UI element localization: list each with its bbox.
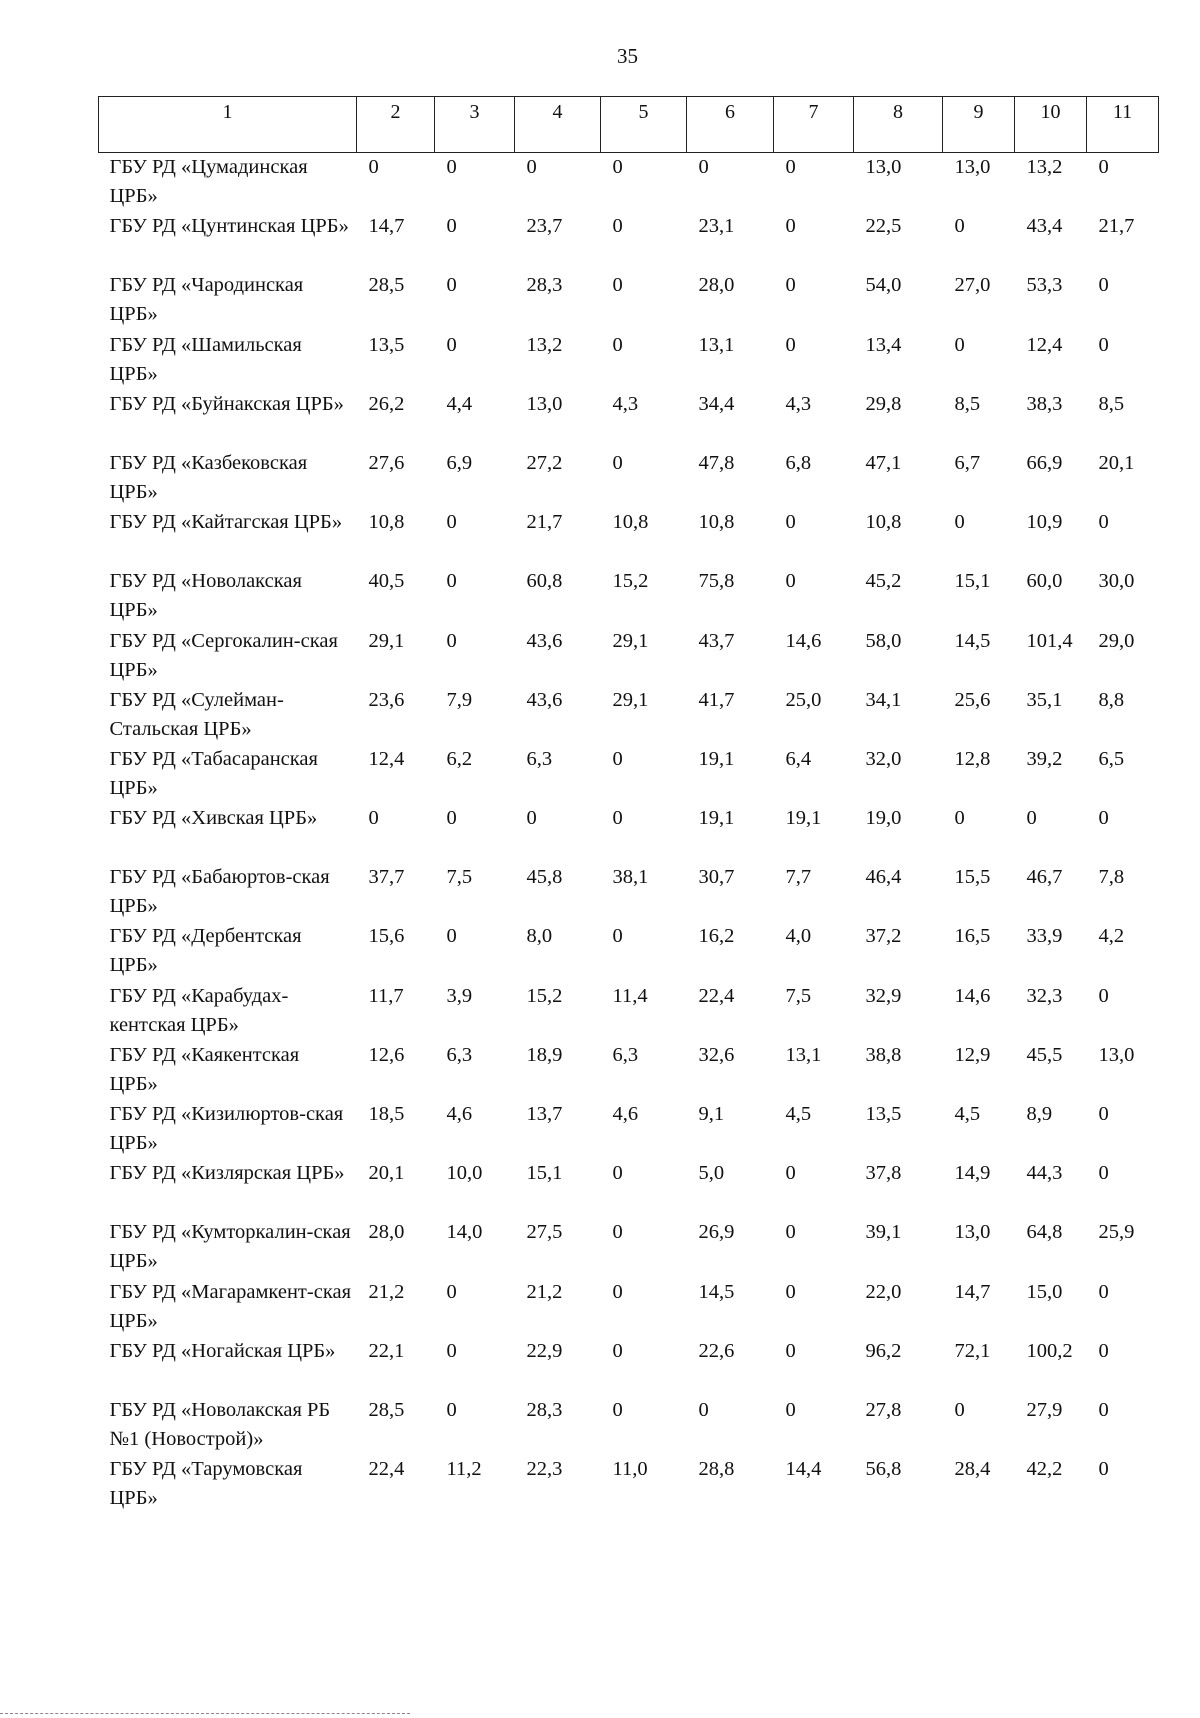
value-cell: 15,6 [368, 925, 405, 948]
value-cell: 15,2 [612, 570, 649, 593]
value-cell: 0 [368, 807, 379, 830]
value-cell: 28,0 [368, 1221, 405, 1244]
value-cell: 46,4 [865, 866, 902, 889]
value-cell: 0 [612, 215, 623, 238]
value-cell: 16,2 [698, 925, 735, 948]
value-cell: 0 [1098, 1398, 1109, 1421]
column-header: 11 [1087, 97, 1159, 153]
value-cell: 0 [612, 747, 623, 770]
institution-name-cell: ГБУ РД «Бабаюртов-ская ЦРБ» [109, 866, 330, 918]
table-row [99, 390, 1159, 449]
value-cell: 0 [446, 629, 457, 652]
table-row [99, 745, 1159, 804]
value-cell: 0 [785, 511, 796, 534]
institution-name-cell: ГБУ РД «Кумторкалин-ская ЦРБ» [109, 1221, 351, 1273]
value-cell: 0 [446, 1280, 457, 1303]
institution-name-cell: ГБУ РД «Ногайская ЦРБ» [109, 1339, 336, 1362]
value-cell: 29,1 [368, 629, 405, 652]
value-cell: 43,7 [698, 629, 735, 652]
institution-name-cell: ГБУ РД «Казбековская ЦРБ» [109, 451, 308, 503]
value-cell: 14,0 [446, 1221, 483, 1244]
value-cell: 27,6 [368, 451, 405, 474]
value-cell: 9,1 [698, 1103, 725, 1125]
column-header: 8 [854, 97, 943, 153]
value-cell: 6,3 [612, 1043, 639, 1066]
table-row [99, 331, 1159, 390]
value-cell: 0 [1098, 984, 1109, 1007]
value-cell: 39,1 [865, 1221, 902, 1244]
table-row [99, 1159, 1159, 1218]
value-cell: 0 [446, 1339, 457, 1362]
value-cell: 13,5 [865, 1103, 902, 1125]
value-cell: 7,9 [446, 688, 473, 711]
column-header: 3 [435, 97, 515, 153]
value-cell: 13,4 [865, 333, 902, 356]
value-cell: 8,0 [526, 925, 553, 948]
value-cell: 34,1 [865, 688, 902, 711]
value-cell: 15,2 [526, 984, 563, 1007]
value-cell: 16,5 [954, 925, 991, 948]
value-cell: 0 [954, 333, 965, 356]
value-cell: 0 [698, 1398, 709, 1421]
value-cell: 37,7 [368, 866, 405, 889]
column-header: 5 [601, 97, 687, 153]
value-cell: 28,3 [526, 1398, 563, 1421]
value-cell: 35,1 [1026, 688, 1063, 711]
value-cell: 21,2 [526, 1280, 563, 1303]
value-cell: 46,7 [1026, 866, 1063, 889]
value-cell: 32,9 [865, 984, 902, 1007]
institution-name-cell: ГБУ РД «Кизлярская ЦРБ» [109, 1162, 345, 1185]
value-cell: 21,7 [1098, 215, 1135, 238]
value-cell: 25,9 [1098, 1221, 1135, 1244]
value-cell: 40,5 [368, 570, 405, 593]
statistics-table [98, 96, 1159, 1514]
institution-name-cell: ГБУ РД «Сулейман-Стальская ЦРБ» [109, 688, 284, 740]
value-cell: 0 [1098, 1280, 1109, 1303]
value-cell: 0 [612, 156, 623, 178]
column-header: 1 [99, 97, 357, 153]
column-header: 2 [357, 97, 435, 153]
value-cell: 3,9 [446, 984, 473, 1007]
table-row [99, 1100, 1159, 1159]
value-cell: 0 [785, 274, 796, 297]
value-cell: 23,6 [368, 688, 405, 711]
table-header-row [99, 97, 1159, 153]
column-header: 10 [1015, 97, 1087, 153]
institution-name-cell: ГБУ РД «Карабудах-кентская ЦРБ» [109, 984, 289, 1036]
value-cell: 53,3 [1026, 274, 1063, 297]
value-cell: 4,0 [785, 925, 812, 948]
value-cell: 28,8 [698, 1458, 735, 1481]
table-row [99, 153, 1159, 213]
value-cell: 20,1 [1098, 451, 1135, 474]
value-cell: 0 [612, 1339, 623, 1362]
value-cell: 0 [1098, 1458, 1109, 1481]
value-cell: 37,8 [865, 1162, 902, 1185]
value-cell: 13,7 [526, 1103, 563, 1125]
value-cell: 0 [954, 1398, 965, 1421]
value-cell: 22,4 [698, 984, 735, 1007]
value-cell: 0 [446, 215, 457, 238]
value-cell: 20,1 [368, 1162, 405, 1185]
value-cell: 0 [785, 1162, 796, 1185]
value-cell: 0 [612, 1162, 623, 1185]
value-cell: 14,5 [698, 1280, 735, 1303]
value-cell: 12,4 [1026, 333, 1063, 356]
table-row [99, 686, 1159, 745]
value-cell: 32,6 [698, 1043, 735, 1066]
value-cell: 72,1 [954, 1339, 991, 1362]
value-cell: 15,1 [954, 570, 991, 593]
value-cell: 100,2 [1026, 1339, 1073, 1362]
table-row [99, 1396, 1159, 1455]
value-cell: 13,0 [1098, 1043, 1135, 1066]
value-cell: 33,9 [1026, 925, 1063, 948]
value-cell: 0 [785, 1221, 796, 1244]
value-cell: 4,5 [785, 1103, 812, 1125]
value-cell: 13,2 [526, 333, 563, 356]
value-cell: 0 [1098, 1339, 1109, 1362]
column-header: 6 [687, 97, 774, 153]
table-row [99, 271, 1159, 330]
value-cell: 0 [612, 1280, 623, 1303]
value-cell: 0 [785, 1280, 796, 1303]
value-cell: 0 [612, 807, 623, 830]
value-cell: 29,8 [865, 392, 902, 415]
institution-name-cell: ГБУ РД «Хивская ЦРБ» [109, 807, 318, 830]
value-cell: 22,6 [698, 1339, 735, 1362]
value-cell: 12,6 [368, 1043, 405, 1066]
value-cell: 0 [785, 333, 796, 356]
value-cell: 27,2 [526, 451, 563, 474]
value-cell: 43,6 [526, 629, 563, 652]
value-cell: 56,8 [865, 1458, 902, 1481]
value-cell: 14,7 [954, 1280, 991, 1303]
value-cell: 22,3 [526, 1458, 563, 1481]
value-cell: 13,0 [954, 156, 991, 178]
value-cell: 30,7 [698, 866, 735, 889]
value-cell: 4,6 [612, 1103, 639, 1125]
value-cell: 10,8 [368, 511, 405, 534]
value-cell: 27,0 [954, 274, 991, 297]
value-cell: 47,1 [865, 451, 902, 474]
value-cell: 0 [1098, 333, 1109, 356]
value-cell: 22,0 [865, 1280, 902, 1303]
value-cell: 6,3 [446, 1043, 473, 1066]
value-cell: 28,3 [526, 274, 563, 297]
value-cell: 19,0 [865, 807, 902, 830]
value-cell: 6,9 [446, 451, 473, 474]
value-cell: 0 [1026, 807, 1037, 830]
value-cell: 66,9 [1026, 451, 1063, 474]
value-cell: 10,8 [698, 511, 735, 534]
value-cell: 0 [1098, 511, 1109, 534]
table-body [99, 153, 1159, 1515]
value-cell: 38,3 [1026, 392, 1063, 415]
value-cell: 0 [1098, 1103, 1109, 1125]
value-cell: 47,8 [698, 451, 735, 474]
value-cell: 45,2 [865, 570, 902, 593]
value-cell: 11,0 [612, 1458, 648, 1481]
value-cell: 28,5 [368, 1398, 405, 1421]
value-cell: 10,8 [612, 511, 649, 534]
value-cell: 0 [526, 807, 537, 830]
value-cell: 22,4 [368, 1458, 405, 1481]
value-cell: 0 [785, 215, 796, 238]
value-cell: 21,2 [368, 1280, 405, 1303]
value-cell: 37,2 [865, 925, 902, 948]
value-cell: 0 [1098, 807, 1109, 830]
value-cell: 0 [954, 215, 965, 238]
institution-name-cell: ГБУ РД «Тарумовская ЦРБ» [109, 1458, 303, 1510]
value-cell: 25,6 [954, 688, 991, 711]
table-row [99, 449, 1159, 508]
institution-name-cell: ГБУ РД «Буйнакская ЦРБ» [109, 392, 344, 415]
value-cell: 15,0 [1026, 1280, 1063, 1303]
value-cell: 14,7 [368, 215, 405, 238]
value-cell: 0 [446, 807, 457, 830]
value-cell: 0 [954, 807, 965, 830]
value-cell: 12,4 [368, 747, 405, 770]
value-cell: 0 [612, 1398, 623, 1421]
value-cell: 0 [612, 925, 623, 948]
table-row [99, 922, 1159, 981]
value-cell: 10,8 [865, 511, 902, 534]
value-cell: 32,3 [1026, 984, 1063, 1007]
value-cell: 13,1 [698, 333, 735, 356]
value-cell: 13,1 [785, 1043, 822, 1066]
table-row [99, 508, 1159, 567]
value-cell: 13,0 [526, 392, 563, 415]
value-cell: 0 [954, 511, 965, 534]
value-cell: 26,2 [368, 392, 405, 415]
value-cell: 6,4 [785, 747, 812, 770]
institution-name-cell: ГБУ РД «Цунтинская ЦРБ» [109, 215, 349, 238]
value-cell: 60,8 [526, 570, 563, 593]
value-cell: 42,2 [1026, 1458, 1063, 1481]
value-cell: 6,2 [446, 747, 473, 770]
table-row [99, 1337, 1159, 1396]
table-row [99, 982, 1159, 1041]
value-cell: 0 [1098, 1162, 1109, 1185]
value-cell: 22,1 [368, 1339, 405, 1362]
value-cell: 8,5 [954, 392, 981, 415]
value-cell: 6,8 [785, 451, 812, 474]
institution-name-cell: ГБУ РД «Кайтагская ЦРБ» [109, 511, 343, 534]
value-cell: 19,1 [698, 747, 735, 770]
value-cell: 38,8 [865, 1043, 902, 1066]
value-cell: 19,1 [698, 807, 735, 830]
value-cell: 58,0 [865, 629, 902, 652]
value-cell: 23,7 [526, 215, 563, 238]
value-cell: 0 [446, 511, 457, 534]
table-row [99, 212, 1159, 271]
table-row [99, 1041, 1159, 1100]
value-cell: 0 [368, 156, 379, 178]
value-cell: 38,1 [612, 866, 649, 889]
value-cell: 6,7 [954, 451, 981, 474]
value-cell: 22,5 [865, 215, 902, 238]
value-cell: 11,4 [612, 984, 648, 1007]
value-cell: 8,9 [1026, 1103, 1053, 1125]
value-cell: 10,9 [1026, 511, 1063, 534]
value-cell: 54,0 [865, 274, 902, 297]
institution-name-cell: ГБУ РД «Чародинская ЦРБ» [109, 274, 304, 326]
value-cell: 0 [785, 1398, 796, 1421]
value-cell: 13,2 [1026, 156, 1063, 178]
value-cell: 64,8 [1026, 1221, 1063, 1244]
value-cell: 13,0 [865, 156, 902, 178]
value-cell: 27,9 [1026, 1398, 1063, 1421]
value-cell: 29,0 [1098, 629, 1135, 652]
value-cell: 4,4 [446, 392, 473, 415]
value-cell: 28,0 [698, 274, 735, 297]
value-cell: 60,0 [1026, 570, 1063, 593]
value-cell: 29,1 [612, 629, 649, 652]
value-cell: 7,5 [446, 866, 473, 889]
value-cell: 15,5 [954, 866, 991, 889]
value-cell: 28,5 [368, 274, 405, 297]
value-cell: 14,5 [954, 629, 991, 652]
value-cell: 11,2 [446, 1458, 482, 1481]
value-cell: 27,5 [526, 1221, 563, 1244]
value-cell: 45,8 [526, 866, 563, 889]
value-cell: 0 [1098, 274, 1109, 297]
value-cell: 0 [612, 451, 623, 474]
table-row [99, 804, 1159, 863]
value-cell: 0 [446, 1398, 457, 1421]
value-cell: 96,2 [865, 1339, 902, 1362]
table-row [99, 1455, 1159, 1514]
table-row [99, 1278, 1159, 1337]
table-row [99, 627, 1159, 686]
value-cell: 101,4 [1026, 629, 1073, 652]
value-cell: 28,4 [954, 1458, 991, 1481]
value-cell: 0 [785, 570, 796, 593]
value-cell: 34,4 [698, 392, 735, 415]
value-cell: 30,0 [1098, 570, 1135, 593]
value-cell: 75,8 [698, 570, 735, 593]
value-cell: 15,1 [526, 1162, 563, 1185]
value-cell: 18,5 [368, 1103, 405, 1125]
value-cell: 13,0 [954, 1221, 991, 1244]
value-cell: 8,5 [1098, 392, 1125, 415]
institution-name-cell: ГБУ РД «Сергокалин-ская ЦРБ» [109, 629, 338, 681]
value-cell: 8,8 [1098, 688, 1125, 711]
value-cell: 23,1 [698, 215, 735, 238]
value-cell: 10,0 [446, 1162, 483, 1185]
value-cell: 7,8 [1098, 866, 1125, 889]
table-row [99, 567, 1159, 626]
value-cell: 12,8 [954, 747, 991, 770]
value-cell: 5,0 [698, 1162, 725, 1185]
institution-name-cell: ГБУ РД «Магарамкент-ская ЦРБ» [109, 1280, 351, 1332]
value-cell: 4,6 [446, 1103, 473, 1125]
value-cell: 4,3 [785, 392, 812, 415]
value-cell: 45,5 [1026, 1043, 1063, 1066]
value-cell: 0 [446, 156, 457, 178]
institution-name-cell: ГБУ РД «Дербентская ЦРБ» [109, 925, 302, 977]
value-cell: 0 [785, 1339, 796, 1362]
value-cell: 0 [785, 156, 796, 178]
value-cell: 14,9 [954, 1162, 991, 1185]
value-cell: 7,7 [785, 866, 812, 889]
institution-name-cell: ГБУ РД «Кизилюртов-ская ЦРБ» [109, 1103, 344, 1154]
column-header: 4 [515, 97, 601, 153]
column-header: 7 [774, 97, 854, 153]
value-cell: 11,7 [368, 984, 404, 1007]
value-cell: 12,9 [954, 1043, 991, 1066]
value-cell: 41,7 [698, 688, 735, 711]
institution-name-cell: ГБУ РД «Цумадинская ЦРБ» [109, 156, 308, 207]
bottom-rule [0, 1713, 410, 1714]
value-cell: 19,1 [785, 807, 822, 830]
institution-name-cell: ГБУ РД «Табасаранская ЦРБ» [109, 747, 318, 799]
value-cell: 0 [1098, 156, 1109, 178]
value-cell: 0 [612, 333, 623, 356]
value-cell: 39,2 [1026, 747, 1063, 770]
value-cell: 32,0 [865, 747, 902, 770]
column-header: 9 [943, 97, 1015, 153]
table-row [99, 863, 1159, 922]
value-cell: 29,1 [612, 688, 649, 711]
value-cell: 0 [446, 274, 457, 297]
value-cell: 0 [612, 274, 623, 297]
value-cell: 13,5 [368, 333, 405, 356]
value-cell: 7,5 [785, 984, 812, 1007]
value-cell: 14,6 [785, 629, 822, 652]
value-cell: 0 [446, 925, 457, 948]
value-cell: 0 [446, 570, 457, 593]
value-cell: 22,9 [526, 1339, 563, 1362]
institution-name-cell: ГБУ РД «Каякентская ЦРБ» [109, 1043, 300, 1095]
value-cell: 44,3 [1026, 1162, 1063, 1185]
value-cell: 18,9 [526, 1043, 563, 1066]
institution-name-cell: ГБУ РД «Новолакская ЦРБ» [109, 570, 302, 622]
value-cell: 0 [612, 1221, 623, 1244]
value-cell: 43,4 [1026, 215, 1063, 238]
value-cell: 4,5 [954, 1103, 981, 1125]
value-cell: 4,2 [1098, 925, 1125, 948]
value-cell: 4,3 [612, 392, 639, 415]
value-cell: 25,0 [785, 688, 822, 711]
value-cell: 0 [446, 333, 457, 356]
value-cell: 14,6 [954, 984, 991, 1007]
value-cell: 6,3 [526, 747, 553, 770]
institution-name-cell: ГБУ РД «Шамильская ЦРБ» [109, 333, 302, 385]
value-cell: 26,9 [698, 1221, 735, 1244]
value-cell: 0 [698, 156, 709, 178]
value-cell: 43,6 [526, 688, 563, 711]
value-cell: 27,8 [865, 1398, 902, 1421]
page-number: 35 [617, 44, 638, 68]
value-cell: 0 [526, 156, 537, 178]
value-cell: 6,5 [1098, 747, 1125, 770]
value-cell: 21,7 [526, 511, 563, 534]
institution-name-cell: ГБУ РД «Новолакская РБ №1 (Новострой)» [109, 1398, 331, 1450]
table-row [99, 1218, 1159, 1277]
value-cell: 14,4 [785, 1458, 822, 1481]
